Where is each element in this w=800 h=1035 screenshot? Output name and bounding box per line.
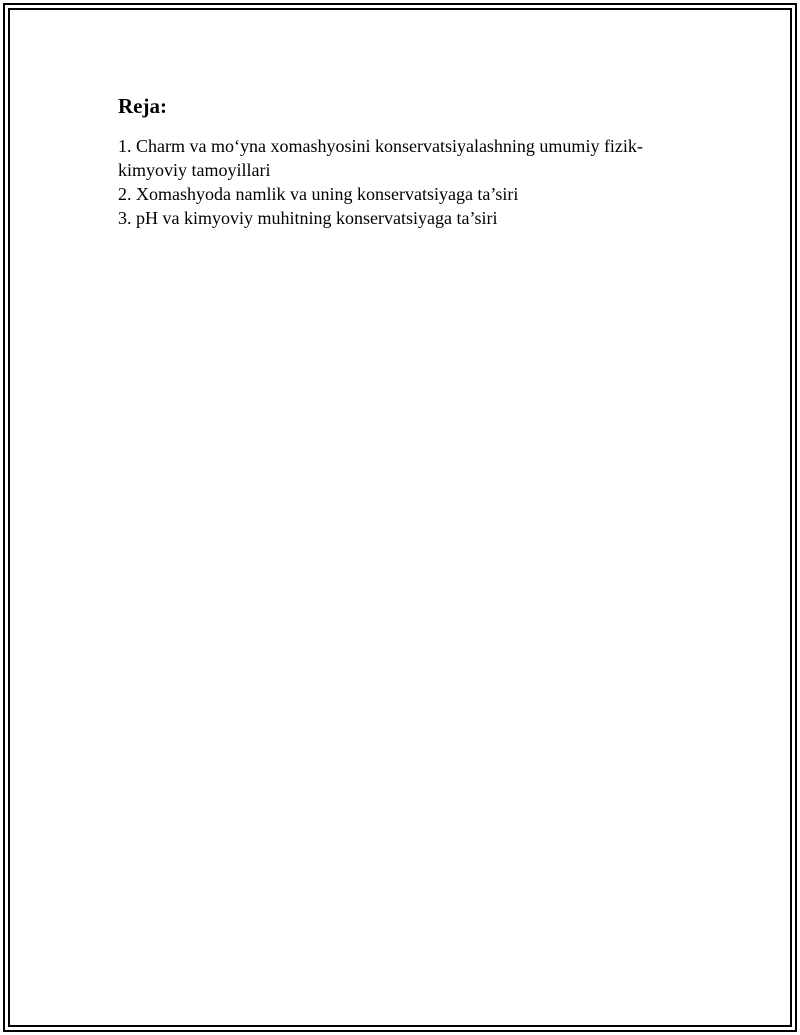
plan-list: [118, 134, 663, 230]
plan-item: 3. pH va kimyoviy muhitning konservatsiyaga ta’siri: [118, 208, 498, 228]
plan-heading: Reja:: [118, 94, 167, 118]
page-content: [118, 92, 678, 230]
plan-item: 1. Charm va mo‘yna xomashyosini konservatsiyalashning umumiy fizik-kimyoviy tamoyillari: [118, 136, 643, 180]
plan-item: 2. Xomashyoda namlik va uning konservatsiyaga ta’siri: [118, 184, 519, 204]
